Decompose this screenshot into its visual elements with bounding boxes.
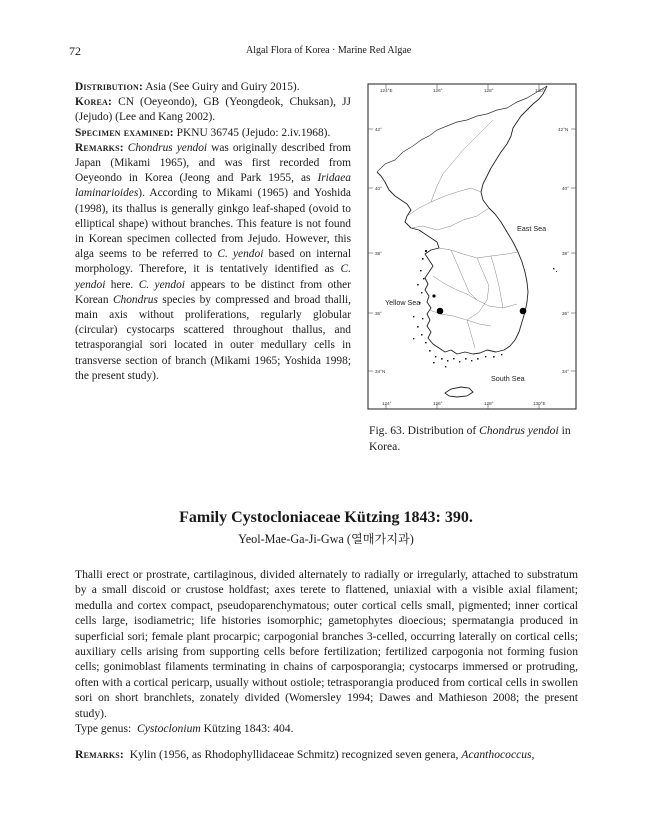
remarks-text: ). According to Mikami (1965) and Yoshida (1998), its thallus is generally ginkgo leaf-shaped (ovoid to elliptical shape) without branches. This feature is not found in Korean specimen collected from Jejudo. However, this alga seems to be referred to — [75, 187, 351, 261]
map-tick-top: 124°E — [380, 88, 393, 93]
family-heading: Family Cystocloniaceae Kützing 1843: 390. — [179, 509, 473, 526]
korea-paragraph — [75, 95, 351, 125]
type-genus-name: Cystoclonium — [136, 722, 201, 735]
family-remarks — [75, 748, 580, 761]
running-title: Algal Flora of Korea · Marine Red Algae — [246, 45, 412, 56]
type-genus — [75, 722, 294, 735]
remarks-text: Kylin (1956, as Rhodophyllidaceae Schmitz) recognized seven genera, — [129, 748, 462, 761]
family-korean-name: Yeol-Mae-Ga-Ji-Gwa (열매가지과) — [238, 532, 414, 546]
type-genus-label: Type genus: — [75, 722, 132, 735]
genus-name: Acanthococcus, — [461, 748, 535, 761]
map-tick-left: 34°N — [375, 369, 386, 374]
map-tick-top: 126° — [433, 88, 443, 93]
yellow-sea-label: Yellow Sea — [385, 298, 421, 307]
caption-text: Fig. 63. Distribution of — [369, 424, 480, 437]
east-sea-label: East Sea — [517, 224, 547, 233]
species-name: C. yendoi — [217, 248, 264, 261]
map-tick-left: 40° — [375, 186, 382, 191]
distribution-text: Asia (See Guiry and Guiry 2015). — [142, 81, 300, 93]
distribution-paragraph — [75, 80, 351, 95]
map-tick-top: 130° — [535, 88, 545, 93]
korea-text: CN (Oeyeondo), GB (Yeongdeok, Chuksan), JJ (Jejudo) (Lee and Kang 2002). — [75, 96, 351, 124]
map-tick-right: 34° — [562, 369, 569, 374]
record-marker-oeyeondo — [437, 308, 444, 315]
south-sea-label: South Sea — [491, 374, 525, 383]
family-description: Thalli erect or prostrate, cartilaginous, divided alternately to radially or irregularly, attached to substratum by a small discoid or crustose holdfast; axes terete to flattened, uniaxial with a visible axial filament; medulla and cortex compact, pseudoparenchymatous; outer cortical cells small, pigmented; inner cortical cells large, isodiametric; life histories isomorphic; gametophytes dioecious; spermatangia produced in superficial sori; female plant procarpic; carpogonial branches 3-celled, occurring laterally on cortical cells; auxiliary cells arising from supporting cells before fertilization; fertilized carpogonia not forming fusion cells; gonimoblast filaments terminating in chains of carposporangia; cystocarps immersed or protruding, often with a cortical pericarp, usually without ostiole; tetrasporangia produced from cortical cells in swollen sori on short branchlets, zonately divided (Womersley 1994; Dawes and Mathieson 2008; the present study). — [75, 568, 578, 720]
map-tick-right: 40° — [562, 186, 569, 191]
record-marker-jejudo — [432, 294, 435, 297]
korea-label: Korea: — [75, 96, 112, 109]
specimen-text: PKNU 36745 (Jejudo: 2.iv.1968). — [173, 126, 331, 139]
species-name: Chondrus yendoi — [127, 141, 208, 154]
caption-text: in Korea. — [369, 424, 571, 453]
figure-caption — [369, 423, 581, 454]
genus-name: Chondrus — [112, 293, 158, 306]
map-tick-left: 42° — [375, 127, 382, 132]
remarks-text: was originally described from Japan (Mikami 1965), and was first recorded from Oeyeondo in Korea (Jeong and Park 1955, as — [75, 141, 351, 185]
remarks-label: Remarks: — [75, 748, 124, 761]
remarks-label: Remarks: — [75, 141, 124, 154]
map-tick-right: 36° — [562, 311, 569, 316]
map-tick-bottom: 124° — [382, 401, 392, 406]
distribution-map — [367, 80, 583, 413]
distribution-label: Distribution: — [75, 81, 143, 93]
map-tick-bottom: 126° — [433, 401, 443, 406]
type-genus-authority: Kützing 1843: 404. — [203, 722, 294, 735]
specimen-label: Specimen examined: — [75, 126, 174, 139]
caption-species: Chondrus yendoi — [479, 424, 559, 437]
map-tick-right: 42°N — [558, 127, 569, 132]
species-entry — [75, 80, 351, 384]
species-name: Iridaea laminarioides — [75, 172, 351, 200]
page-number: 72 — [69, 44, 81, 58]
map-tick-bottom: 130°E — [533, 401, 546, 406]
remarks-text: appears to be distinct from other Korean — [75, 278, 351, 306]
remarks-paragraph — [75, 141, 351, 384]
map-tick-bottom: 128° — [484, 401, 494, 406]
species-name: C. yendoi — [138, 278, 185, 291]
remarks-text: here. — [105, 278, 139, 291]
remarks-text: species by compressed and broad thalli, main axis without proliferations, regularly globular (circular) cystocarps scattered throughout thallus, and tetrasporangial sori located in outer medullary cells in transverse section of branch (Mikami 1965; Yoshida 1998; the present study). — [75, 293, 352, 382]
species-name: C. yendoi — [75, 263, 351, 291]
record-marker-yeongdeok — [520, 308, 527, 315]
map-tick-top: 128° — [484, 88, 494, 93]
map-tick-left: 38° — [375, 251, 382, 256]
remarks-text: based on internal morphology. Therefore, it is tentatively identified as — [75, 248, 351, 276]
map-tick-right: 38° — [562, 251, 569, 256]
map-tick-left: 36° — [375, 311, 382, 316]
specimen-paragraph — [75, 126, 351, 141]
